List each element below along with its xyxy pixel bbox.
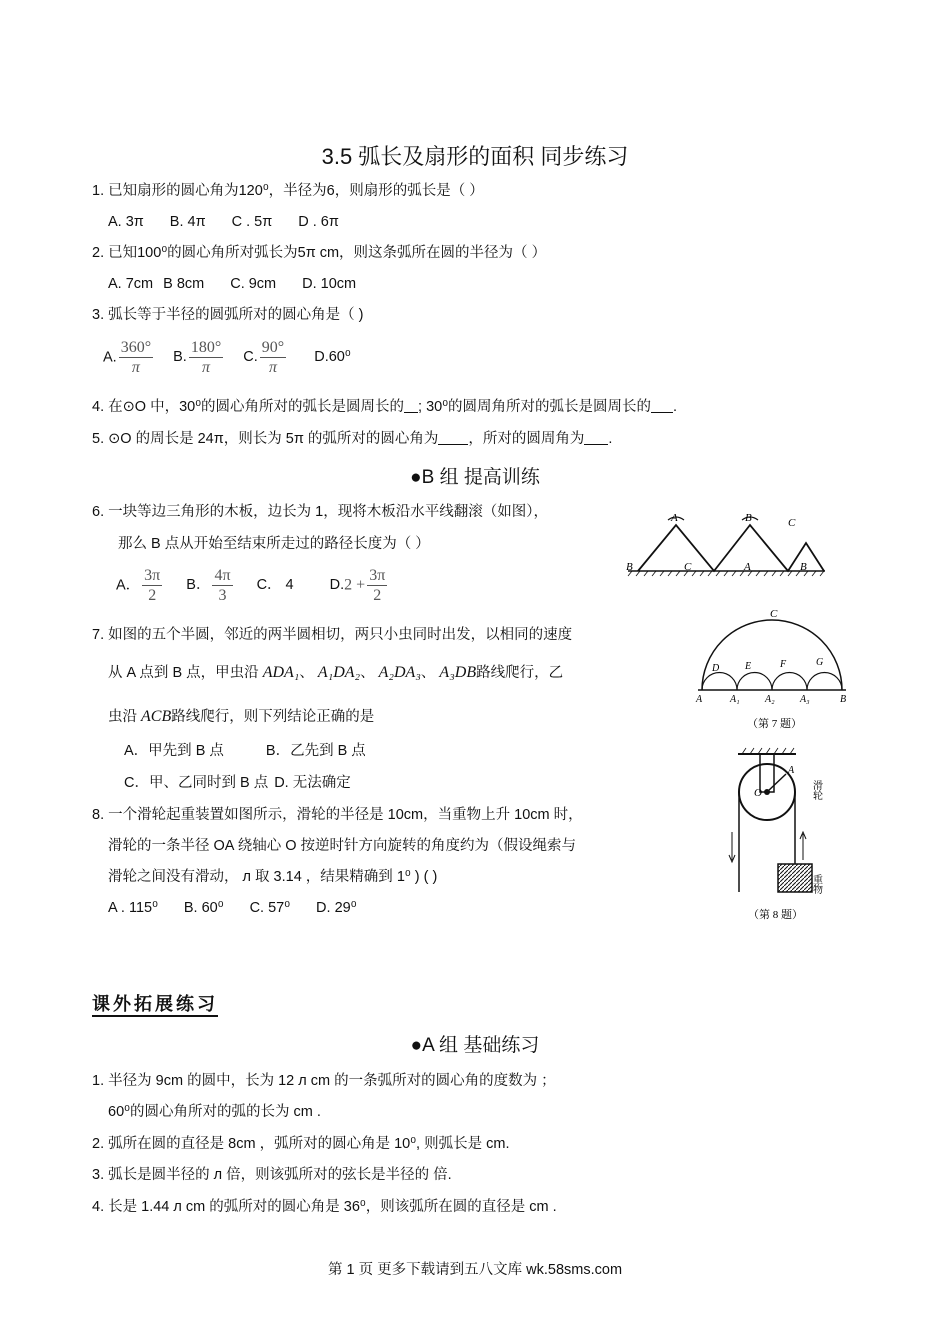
option-a: A．甲先到 B 点	[124, 743, 224, 759]
question-7-options-1	[124, 741, 366, 761]
fraction-b	[212, 566, 232, 605]
option-c: C. 9cm	[230, 276, 277, 292]
page-title: 3.5 弧长及扇形的面积 同步练习	[321, 144, 629, 169]
question-5-text: .	[608, 431, 613, 447]
option-d: D. 29⁰	[316, 900, 357, 916]
figure-6-triangles	[620, 508, 830, 583]
figure-label: D	[712, 663, 720, 674]
option-d: D. 10cm	[302, 276, 357, 292]
denominator: π	[268, 359, 277, 376]
option-b: B．乙先到 B 点	[265, 743, 366, 759]
denominator: π	[131, 359, 140, 376]
figure-label: F	[780, 659, 787, 670]
numerator: 4π	[214, 567, 231, 584]
triangle-outline	[638, 525, 824, 571]
option-a: A . 115⁰	[108, 900, 158, 916]
fraction-a	[119, 338, 153, 377]
answer-blank	[651, 398, 673, 413]
question-4-text: 4. 在⊙O 中，30⁰的圆心角所对的弧长是圆周长的	[92, 399, 405, 415]
figure-label: G	[816, 657, 824, 668]
point-a-label: A	[788, 765, 795, 776]
figure-label: A₂	[765, 694, 775, 705]
option-b: B．	[186, 577, 211, 594]
group-a-heading: ●A 组 基础练习	[410, 1035, 540, 1056]
denominator: 2	[148, 587, 157, 604]
numerator: 90°	[261, 339, 285, 356]
question-5-text: ，所对的圆周角为	[468, 431, 585, 447]
figure-label: A	[696, 694, 703, 705]
question-4-text: .	[673, 399, 678, 415]
exercise-2: 2. 弧所在圆的直径是 8cm ，弧所对的圆心角是 10⁰, 则弧长是 cm.	[92, 1136, 510, 1152]
fraction-c	[260, 338, 286, 377]
option-d: D.	[329, 577, 345, 594]
fraction-d	[367, 566, 387, 605]
question-6-options	[116, 566, 389, 605]
question-3-options	[103, 338, 351, 377]
expression-prefix: 2 +	[344, 576, 366, 594]
denominator: 2	[373, 587, 382, 604]
figure-label: C	[770, 610, 778, 620]
arc-4: A₃DB	[439, 664, 477, 681]
figure-label: A	[671, 512, 678, 524]
question-7-text: 从 A 点到 B 点，甲虫沿	[108, 665, 259, 681]
option-c: C . 5π	[231, 214, 273, 230]
denominator: π	[202, 359, 211, 376]
question-6-line-1: 6. 一块等边三角形的木板，边长为 1，现将木板沿水平线翻滚（如图），	[92, 504, 548, 520]
question-8-line-2: 滑轮的一条半径 OA 绕轴心 O 按逆时针方向旋转的角度约为（假设绳索与	[108, 838, 577, 854]
exercise-4: 4. 长是 1.44 л cm 的弧所对的圆心角是 36⁰，则该弧所在圆的直径是 cm .	[92, 1199, 557, 1215]
figure-label: B	[626, 561, 633, 573]
arc-5: ACB	[141, 708, 172, 725]
small-semicircles	[702, 673, 842, 691]
numerator: 180°	[190, 339, 222, 356]
numerator: 360°	[120, 339, 152, 356]
group-b-heading: ●B 组 提高训练	[410, 467, 540, 488]
numerator: 3π	[144, 567, 161, 584]
question-7-text: 虫沿	[108, 709, 137, 725]
separator: 、	[420, 665, 436, 681]
question-8-options	[108, 898, 383, 918]
figure-caption: （第 7 题）	[747, 718, 802, 730]
point-o-label: O	[754, 787, 762, 799]
weight-label: 重物	[810, 874, 822, 894]
question-1-options	[108, 212, 365, 232]
question-7-line-3	[108, 707, 374, 727]
question-8-line-1: 8. 一个滑轮起重装置如图所示，滑轮的半径是 10cm，当重物上升 10cm 时，	[92, 807, 583, 823]
option-b: B. 60⁰	[183, 900, 224, 916]
question-5-text: 5. ⊙O 的周长是 24π，则长为 5π 的弧所对的圆心角为	[92, 431, 439, 447]
question-4-text: ; 30⁰的圆周角所对的弧长是圆周长的	[418, 399, 652, 415]
figure-caption: （第 8 题）	[748, 909, 803, 921]
answer-blank	[584, 430, 608, 445]
question-3: 3. 弧长等于半径的圆弧所对的圆心角是（ )	[92, 307, 364, 323]
figure-7-semicircles	[692, 610, 852, 735]
question-2: 2. 已知100⁰的圆心角所对弧长为5π cm，则这条弧所在圆的半径为（ ）	[92, 245, 547, 261]
figure-label: B	[800, 561, 807, 573]
page-footer: 第 1 页 更多下载请到五八文库 wk.58sms.com	[327, 1262, 623, 1278]
figure-label: C	[684, 561, 692, 573]
numerator: 3π	[369, 567, 386, 584]
question-1: 1. 已知扇形的圆心角为120⁰，半径为6，则扇形的弧长是（ ）	[92, 183, 484, 199]
option-a: A. 7cm	[108, 276, 154, 292]
exercise-1-line-1: 1. 半径为 9cm 的圆中，长为 12 л cm 的一条弧所对的圆心角的度数为 ；	[92, 1073, 556, 1089]
arc-3: A₂DA₃	[378, 664, 421, 681]
pulley-label: 滑轮	[810, 780, 822, 800]
figure-label: B	[840, 694, 847, 705]
question-8-line-3: 滑轮之间没有滑动， л 取 3.14 ，结果精确到 1⁰ ) ( )	[108, 869, 438, 885]
question-2-options	[108, 274, 382, 294]
figure-label: A₃	[800, 694, 810, 705]
answer-blank	[438, 430, 468, 445]
question-7-text: 路线爬行，则下列结论正确的是	[171, 709, 375, 725]
option-c: C.	[243, 349, 258, 366]
figure-8-pulley	[728, 742, 848, 924]
radius-oa	[767, 774, 786, 792]
figure-label: A₁	[730, 694, 740, 705]
option-d: D. 无法确定	[274, 775, 351, 791]
weight-block	[778, 864, 812, 892]
exercise-3: 3. 弧长是圆半径的 л 倍，则该弧所对的弦长是半径的 倍.	[92, 1167, 452, 1183]
large-semicircle	[702, 620, 842, 690]
option-c: C. 57⁰	[249, 900, 291, 916]
denominator: 3	[218, 587, 227, 604]
option-b: B.	[173, 349, 187, 366]
exercise-1-line-2: 60⁰的圆心角所对的弧的长为 cm .	[108, 1104, 321, 1120]
fraction-b	[189, 338, 223, 377]
option-c: C．甲、乙同时到 B 点	[124, 775, 269, 791]
question-7-text: 路线爬行，乙	[476, 665, 564, 681]
option-b: B. 4π	[169, 214, 206, 230]
question-5	[92, 429, 612, 449]
option-a: A.	[103, 349, 117, 366]
answer-blank	[404, 398, 418, 413]
option-c: C． 4	[256, 577, 294, 594]
arc-2: A₁DA₂	[317, 664, 361, 681]
bracket	[760, 754, 774, 792]
question-6-line-2: 那么 B 点从开始至结束所走过的路径长度为（ ）	[118, 536, 430, 552]
section-heading: 课外拓展练习	[92, 994, 218, 1015]
question-4	[92, 397, 677, 417]
option-d: D . 6π	[298, 214, 339, 230]
figure-label: C	[788, 517, 796, 529]
question-7-line-1: 7. 如图的五个半圆，邻近的两半圆相切，两只小虫同时出发，以相同的速度	[92, 627, 573, 643]
question-7-options-2	[124, 773, 351, 793]
question-7-line-2	[108, 663, 563, 683]
separator: 、	[299, 665, 314, 681]
option-b: B 8cm	[163, 276, 205, 292]
option-a: A．	[116, 577, 141, 594]
figure-label: B	[745, 512, 752, 524]
fraction-a	[142, 566, 162, 605]
figure-label: A	[744, 561, 751, 573]
figure-label: E	[745, 661, 752, 672]
option-d: D.60⁰	[314, 349, 351, 366]
separator: 、	[360, 665, 375, 681]
arc-1: ADA₁	[262, 664, 300, 681]
option-a: A. 3π	[108, 214, 144, 230]
